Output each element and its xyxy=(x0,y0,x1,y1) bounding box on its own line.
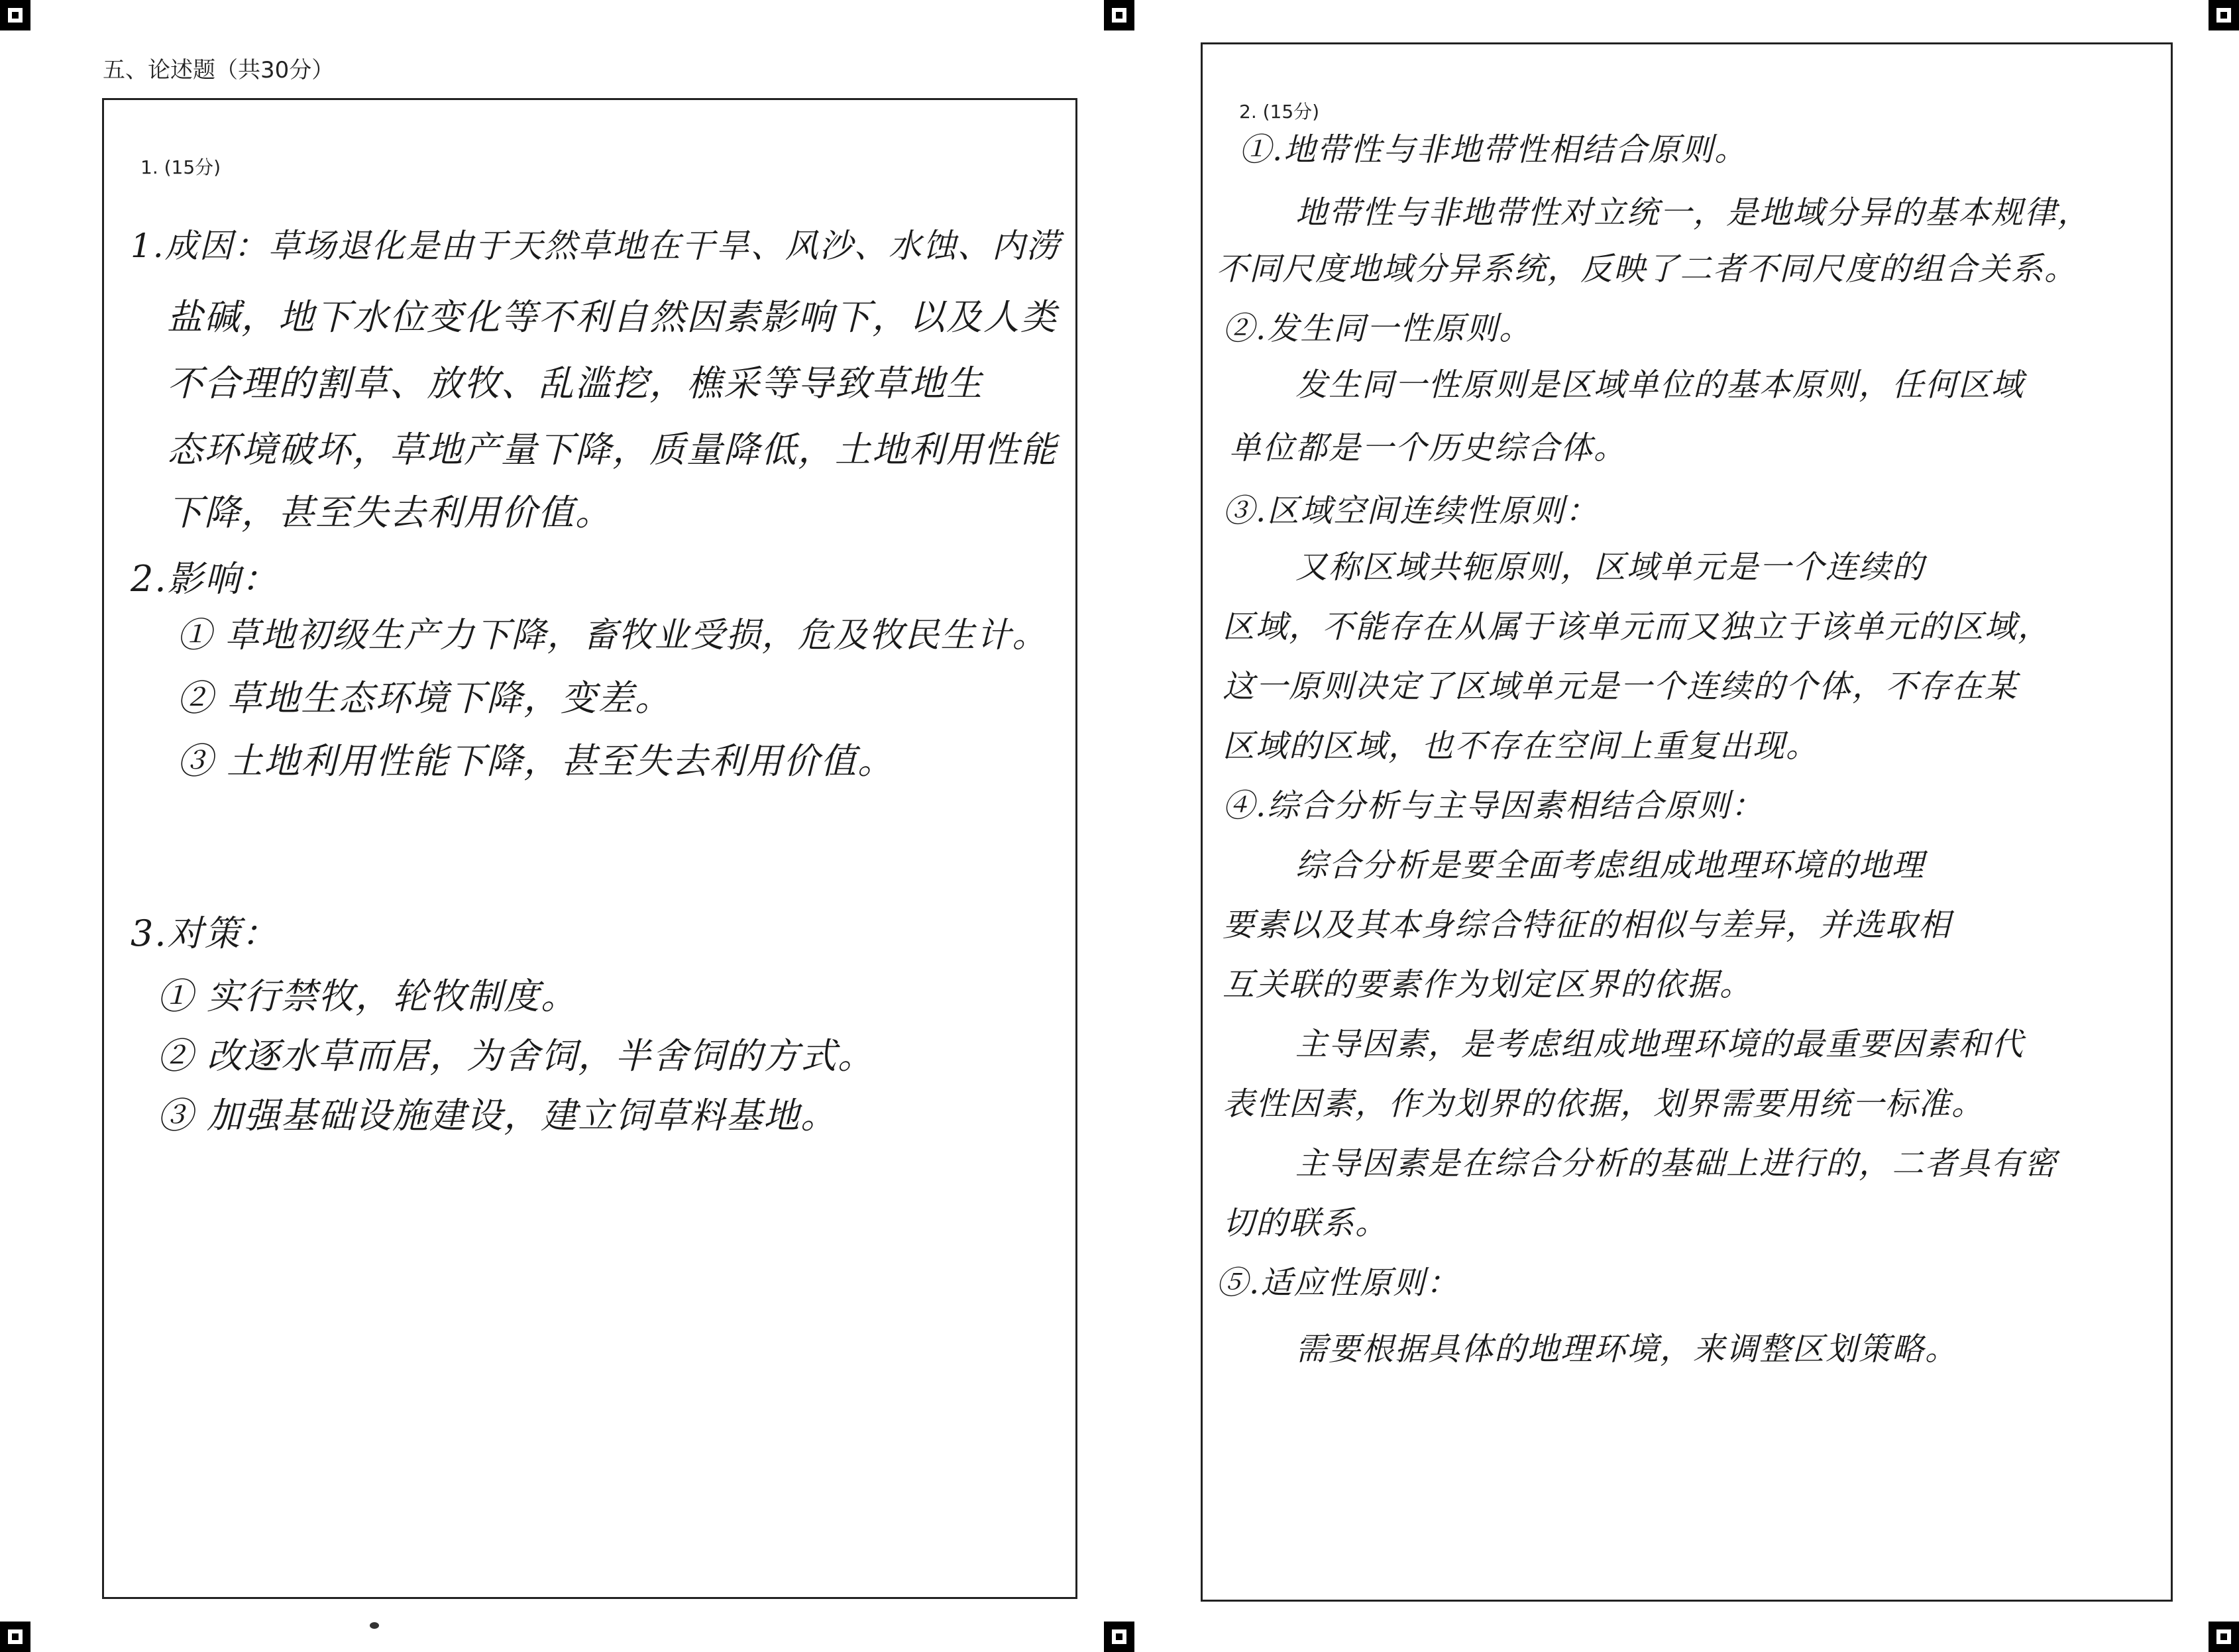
answer-line: ② 改逐水草而居，为舍饲，半舍饲的方式。 xyxy=(157,1035,875,1077)
answer-line: 3.对策： xyxy=(131,912,279,954)
answer-line: ① 实行禁牧，轮牧制度。 xyxy=(157,975,578,1017)
answer-line: 1.成因：草场退化是由于天然草地在干旱、风沙、水蚀、内涝 xyxy=(131,227,1061,265)
answer-line: 下降，甚至失去利用价值。 xyxy=(167,492,612,533)
answer-line: 区域，不能存在从属于该单元而又独立于该单元的区域， xyxy=(1223,608,2051,645)
answer-line: ③.区域空间连续性原则： xyxy=(1223,492,1599,529)
section-title: 五、论述题（共30分） xyxy=(103,57,335,83)
answer-line: 主导因素，是考虑组成地理环境的最重要因素和代 xyxy=(1295,1026,2025,1063)
answer-line: 又称区域共轭原则，区域单元是一个连续的 xyxy=(1295,549,1926,586)
answer-line: 区域的区域，也不存在空间上重复出现。 xyxy=(1223,728,1820,765)
alignment-marker-bottom-left xyxy=(0,1622,30,1652)
answer-line: 综合分析是要全面考虑组成地理环境的地理 xyxy=(1295,847,1926,884)
answer-line: 2.影响： xyxy=(131,558,279,600)
answer-line: 需要根据具体的地理环境，来调整区划策略。 xyxy=(1295,1331,1959,1368)
answer-line: 地带性与非地带性对立统一，是地域分异的基本规律， xyxy=(1295,194,2091,231)
answer-line: ③ 土地利用性能下降，甚至失去利用价值。 xyxy=(177,740,895,782)
answer-line: ②.发生同一性原则。 xyxy=(1223,310,1533,347)
answer-line: ①.地带性与非地带性相结合原则。 xyxy=(1239,131,1748,168)
ink-speck xyxy=(370,1622,379,1629)
answer-line: 互关联的要素作为划定区界的依据。 xyxy=(1223,966,1753,1003)
answer-line: 要素以及其本身综合特征的相似与差异，并选取相 xyxy=(1223,907,1952,944)
question-label-q1: 1. (15分) xyxy=(140,156,221,178)
answer-line: 态环境破坏，草地产量下降，质量降低，土地利用性能 xyxy=(167,429,1058,470)
answer-line: ② 草地生态环境下降，变差。 xyxy=(177,677,673,719)
answer-line: 表性因素，作为划界的依据，划界需要用统一标准。 xyxy=(1223,1085,1985,1123)
alignment-marker-top-right xyxy=(2209,0,2239,30)
answer-line: ⑤.适应性原则： xyxy=(1216,1264,1460,1301)
answer-line: 盐碱，地下水位变化等不利自然因素影响下，以及人类 xyxy=(167,296,1058,338)
alignment-marker-bottom-center xyxy=(1104,1622,1134,1652)
answer-line: 发生同一性原则是区域单位的基本原则，任何区域 xyxy=(1295,366,2025,404)
answer-line: ④.综合分析与主导因素相结合原则： xyxy=(1223,787,1765,824)
answer-line: 这一原则决定了区域单元是一个连续的个体，不存在某 xyxy=(1223,668,2018,705)
answer-line: ① 草地初级生产力下降，畜牧业受损，危及牧民生计。 xyxy=(177,616,1048,655)
answer-line: ③ 加强基础设施建设，建立饲草料基地。 xyxy=(157,1095,838,1136)
answer-box-q1[interactable] xyxy=(102,98,1077,1599)
answer-line: 主导因素是在综合分析的基础上进行的，二者具有密 xyxy=(1295,1145,2058,1182)
alignment-marker-top-center xyxy=(1104,0,1134,30)
alignment-marker-top-left xyxy=(0,0,30,30)
answer-line: 不合理的割草、放牧、乱滥挖，樵采等导致草地生 xyxy=(167,362,983,404)
question-label-q2: 2. (15分) xyxy=(1239,101,1320,123)
answer-line: 单位都是一个历史综合体。 xyxy=(1229,429,1627,467)
alignment-marker-bottom-right xyxy=(2209,1622,2239,1652)
answer-box-q2[interactable] xyxy=(1201,42,2173,1602)
answer-line: 不同尺度地域分异系统，反映了二者不同尺度的组合关系。 xyxy=(1216,250,2078,288)
answer-line: 切的联系。 xyxy=(1223,1205,1389,1242)
